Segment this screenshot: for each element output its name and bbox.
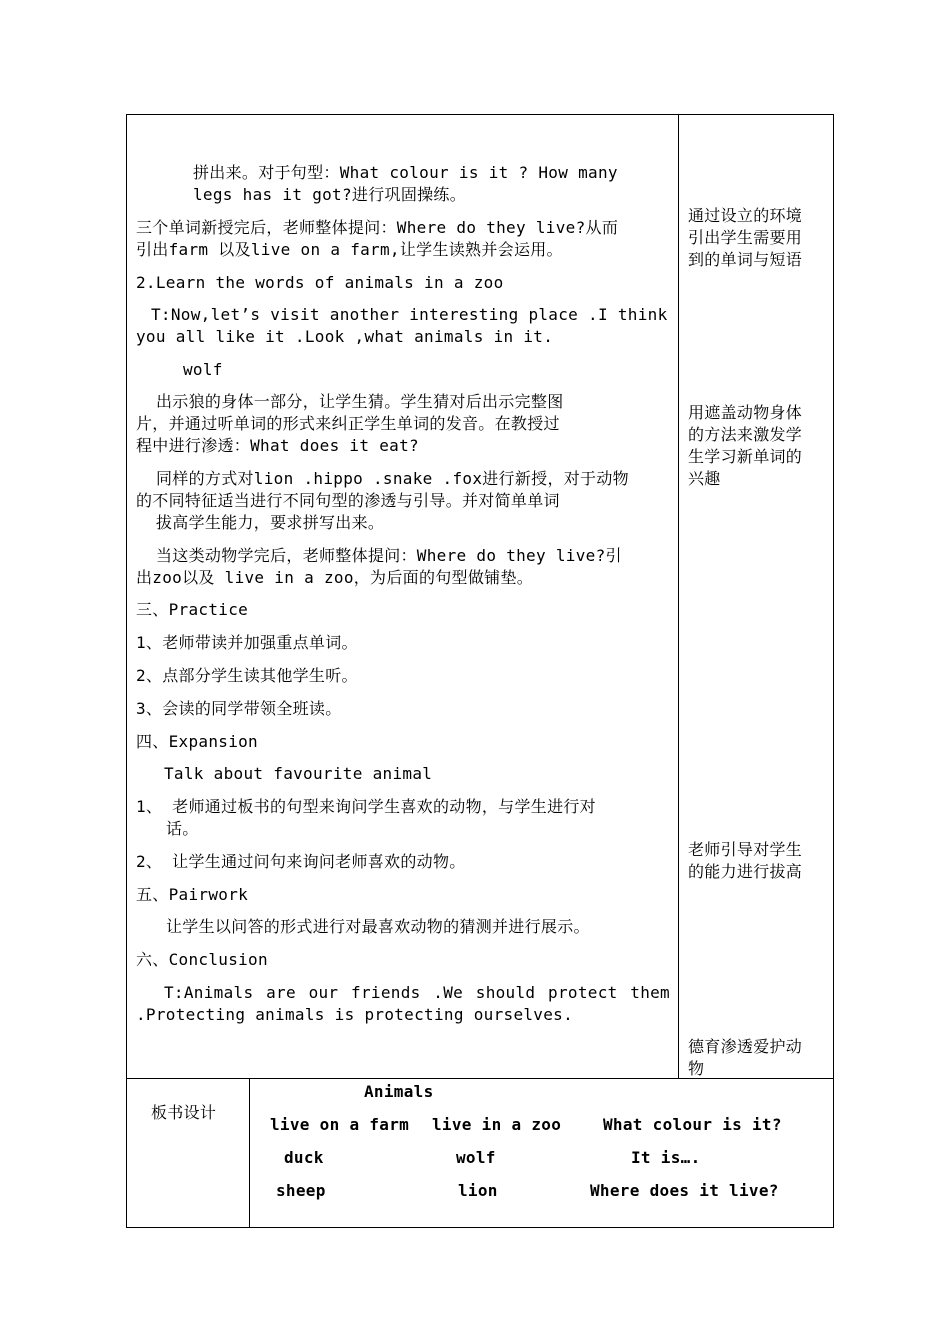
note-line: 兴趣 (688, 469, 721, 488)
note-line: 的方法来激发学 (688, 425, 803, 444)
text-line: 话。 (166, 819, 199, 838)
note-line: 用遮盖动物身体 (688, 403, 803, 422)
text-line: 拔高学生能力，要求拼写出来。 (156, 513, 385, 532)
board-question: What colour is it? (603, 1115, 782, 1134)
board-phrase: live in a zoo (432, 1115, 562, 1134)
list-item: 2、点部分学生读其他学生听。 (136, 666, 358, 685)
board-title: Animals (364, 1082, 434, 1101)
text-line: T:Now,let’s visit another interesting place .I think (151, 305, 668, 324)
board-word: wolf (456, 1148, 496, 1167)
text-line: 引出farm 以及live on a farm,让学生读熟并会运用。 (136, 240, 563, 259)
note-line: 老师引导对学生 (688, 840, 803, 859)
text-line: T:Animals are our friends .We should protect them (164, 983, 670, 1002)
text-line: 同样的方式对lion .hippo .snake .fox进行新授，对于动物 (156, 469, 629, 488)
text-line: 拼出来。对于句型：What colour is it ? How many (193, 163, 618, 182)
board-word: sheep (276, 1181, 326, 1200)
row-divider (126, 1078, 834, 1079)
board-label-divider (249, 1078, 250, 1228)
note-line: 德育渗透爱护动 (688, 1037, 803, 1056)
text-line: .Protecting animals is protecting ourselves. (136, 1005, 574, 1024)
text-line: Talk about favourite animal (164, 764, 433, 783)
board-label: 板书设计 (151, 1103, 217, 1122)
text-line: 出示狼的身体一部分，让学生猜。学生猜对后出示完整图 (156, 392, 564, 411)
vocab-word: wolf (183, 360, 223, 379)
text-line: 让学生以问答的形式进行对最喜欢动物的猜测并进行展示。 (166, 917, 590, 936)
section-heading: 三、Practice (136, 600, 249, 619)
list-item: 1、老师带读并加强重点单词。 (136, 633, 358, 652)
section-heading: 六、Conclusion (136, 950, 268, 969)
note-line: 到的单词与短语 (688, 250, 803, 269)
section-heading: 五、Pairwork (136, 885, 249, 904)
board-word: duck (284, 1148, 324, 1167)
board-question: Where does it live? (590, 1181, 779, 1200)
text-line: 的不同特征适当进行不同句型的渗透与引导。并对简单单词 (136, 491, 560, 510)
list-item: 1、 老师通过板书的句型来询问学生喜欢的动物，与学生进行对 (136, 797, 596, 816)
section-heading: 四、Expansion (136, 732, 258, 751)
note-line: 的能力进行拔高 (688, 862, 803, 881)
text-line: 三个单词新授完后，老师整体提问：Where do they live?从而 (136, 218, 619, 237)
text-line: 程中进行渗透：What does it eat? (136, 436, 419, 455)
text-line: legs has it got?进行巩固操练。 (193, 185, 467, 204)
note-line: 生学习新单词的 (688, 447, 803, 466)
note-line: 物 (688, 1059, 705, 1078)
note-line: 通过设立的环境 (688, 206, 803, 225)
section-heading: 2.Learn the words of animals in a zoo (136, 273, 504, 292)
board-answer: It is…. (631, 1148, 701, 1167)
board-word: lion (458, 1181, 498, 1200)
text-line: 当这类动物学完后，老师整体提问：Where do they live?引 (156, 546, 622, 565)
text-line: 出zoo以及 live in a zoo，为后面的句型做铺垫。 (136, 568, 534, 587)
text-line: 片，并通过听单词的形式来纠正学生单词的发音。在教授过 (136, 414, 560, 433)
text-line: you all like it .Look ,what animals in it. (136, 327, 554, 346)
list-item: 2、 让学生通过问句来询问老师喜欢的动物。 (136, 852, 466, 871)
column-divider (678, 114, 679, 1078)
list-item: 3、会读的同学带领全班读。 (136, 699, 342, 718)
note-line: 引出学生需要用 (688, 228, 803, 247)
board-phrase: live on a farm (270, 1115, 410, 1134)
